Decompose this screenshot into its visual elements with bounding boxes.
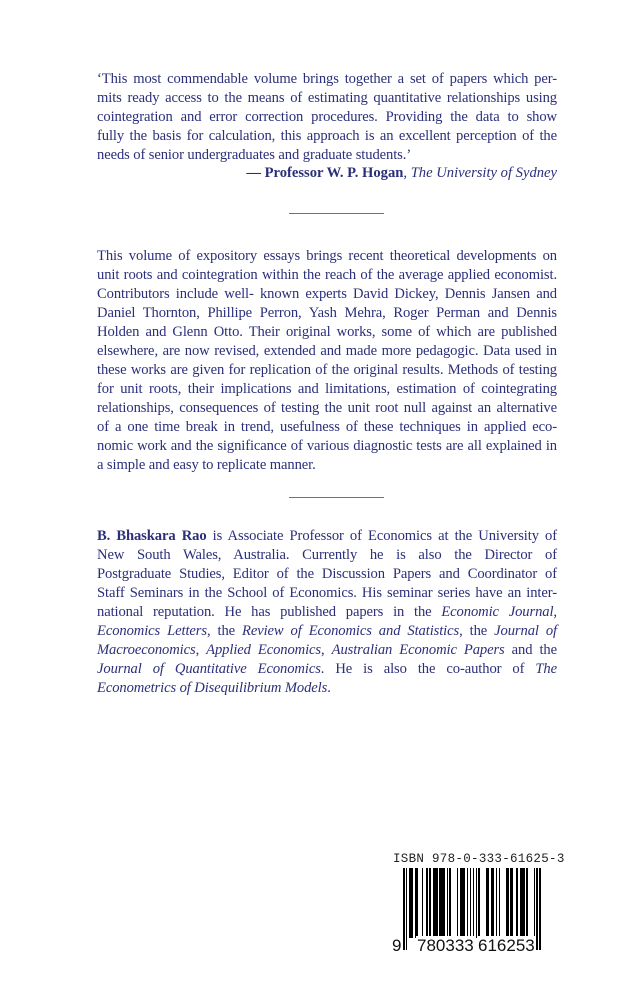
quote-line: cointegration and error correction procedures. Providing the data to show: [97, 109, 557, 125]
barcode-bar: [412, 868, 414, 938]
barcode-bar: [536, 868, 538, 950]
journal-title: Review of Economics and Statistics: [242, 623, 460, 639]
quote-line: needs of senior undergraduates and graduate students.’: [97, 147, 412, 163]
barcode-bar: [457, 868, 459, 938]
isbn-label: ISBN 978-0-333-61625-3: [393, 852, 565, 866]
description-line: Contributors include well- known experts David Dickey, Dennis Jansen and: [97, 286, 557, 302]
bio-text: ,: [321, 642, 332, 658]
barcode-bar: [516, 868, 518, 938]
quote-line: mits ready access to the means of estimating quantitative relationships using: [97, 90, 557, 106]
description-line: nomic work and the significance of various diagnostic tests are all explained in: [97, 438, 557, 454]
description-line: these works are given for replication of the original results. Methods of testing: [97, 362, 557, 378]
barcode-right-digits: 616253: [478, 936, 535, 955]
endorsement-quote: [97, 70, 557, 165]
barcode-first-digit: 9: [392, 936, 402, 955]
section-divider: [289, 213, 384, 214]
bio-text: ,: [553, 604, 557, 620]
description-line: elsewhere, are now revised, extended and made more pedagogic. Data used in: [97, 343, 557, 359]
barcode-bar: [512, 868, 514, 938]
barcode-bar: [539, 868, 541, 950]
book-title: Econometrics of Disequilibrium Models: [97, 680, 328, 696]
bio-text: , the: [206, 623, 243, 639]
barcode-bar: [534, 868, 536, 938]
barcode-bar: [467, 868, 469, 938]
description-line: unit roots and cointegration within the reach of the average applied economist.: [97, 267, 557, 283]
attribution-dash: —: [246, 165, 265, 181]
barcode-bar: [526, 868, 528, 938]
description-line: for unit roots, their implications and limitations, estimation of cointegrating: [97, 381, 557, 397]
barcode-bar: [493, 868, 495, 938]
barcode-bar: [429, 868, 431, 938]
journal-title: Economics Letters: [97, 623, 207, 639]
barcode-bar: [507, 868, 509, 938]
barcode-bar: [464, 868, 466, 938]
quote-line: ‘This most commendable volume brings together a set of papers which per-: [97, 71, 557, 87]
attribution-sep: ,: [403, 165, 411, 181]
barcode-bar: [426, 868, 428, 938]
attribution-name: Professor W. P. Hogan: [264, 165, 404, 181]
bio-text: and the: [504, 642, 557, 658]
bio-text: New South Wales, Australia. Currently he is also the Director of: [97, 547, 557, 563]
book-title: The: [535, 661, 557, 677]
barcode-bar: [403, 868, 405, 950]
barcode-bar: [406, 868, 408, 950]
barcode-left-digits: 780333: [417, 936, 474, 955]
description-line: Daniel Thornton, Phillipe Perron, Yash Mehra, Roger Perman and Dennis: [97, 305, 557, 321]
bio-text: Postgraduate Studies, Editor of the Discussion Papers and Coordinator of: [97, 566, 557, 582]
isbn-barcode: [393, 852, 573, 960]
bio-text: .: [327, 680, 331, 696]
barcode-bar: [523, 868, 525, 938]
quote-line: fully the basis for calculation, this approach is an excellent perception of the: [97, 128, 557, 144]
attribution-affiliation: The University of Sydney: [410, 165, 557, 181]
author-name: B. Bhaskara Rao: [97, 528, 207, 544]
barcode-bar: [436, 868, 438, 938]
journal-title: Australian Economic Papers: [331, 642, 505, 658]
description-line: This volume of expository essays brings recent theoretical developments on: [97, 248, 557, 264]
journal-title: Economic Journal: [441, 604, 554, 620]
quote-attribution: [246, 164, 557, 183]
description-line: Holden and Glenn Otto. Their original works, some of which are published: [97, 324, 557, 340]
bio-text: Staff Seminars in the School of Economics. His seminar series have an inter-: [97, 585, 557, 601]
journal-title: Applied Economics: [206, 642, 322, 658]
journal-title: Journal of Quantitative Economics: [97, 661, 321, 677]
barcode-bar: [449, 868, 451, 938]
description-line: a simple and easy to replicate manner.: [97, 457, 316, 473]
book-description: [97, 247, 557, 475]
bio-text: is Associate Professor of Economics at the University of: [206, 528, 557, 544]
bio-text: , the: [459, 623, 495, 639]
author-bio: [97, 527, 557, 698]
barcode-bar: [447, 868, 449, 938]
bio-text: ,: [195, 642, 207, 658]
barcode-bar: [487, 868, 489, 938]
bio-text: national reputation. He has published papers in the: [97, 604, 442, 620]
barcode-bar: [496, 868, 498, 938]
barcode-bar: [416, 868, 418, 938]
barcode-bar: [444, 868, 446, 938]
barcode-bar: [422, 868, 424, 938]
description-line: of a one time break in trend, usefulness of these techniques in applied eco-: [97, 419, 557, 435]
journal-title: Macroeconomics: [97, 642, 196, 658]
barcode-bar: [499, 868, 501, 938]
barcode-bar: [476, 868, 478, 938]
barcode-bar: [478, 868, 480, 938]
bio-text: . He is also the co-author of: [320, 661, 536, 677]
journal-title: Journal of: [494, 623, 557, 639]
section-divider: [289, 497, 384, 498]
description-line: relationships, consequences of testing the unit root null against an alternative: [97, 400, 557, 416]
